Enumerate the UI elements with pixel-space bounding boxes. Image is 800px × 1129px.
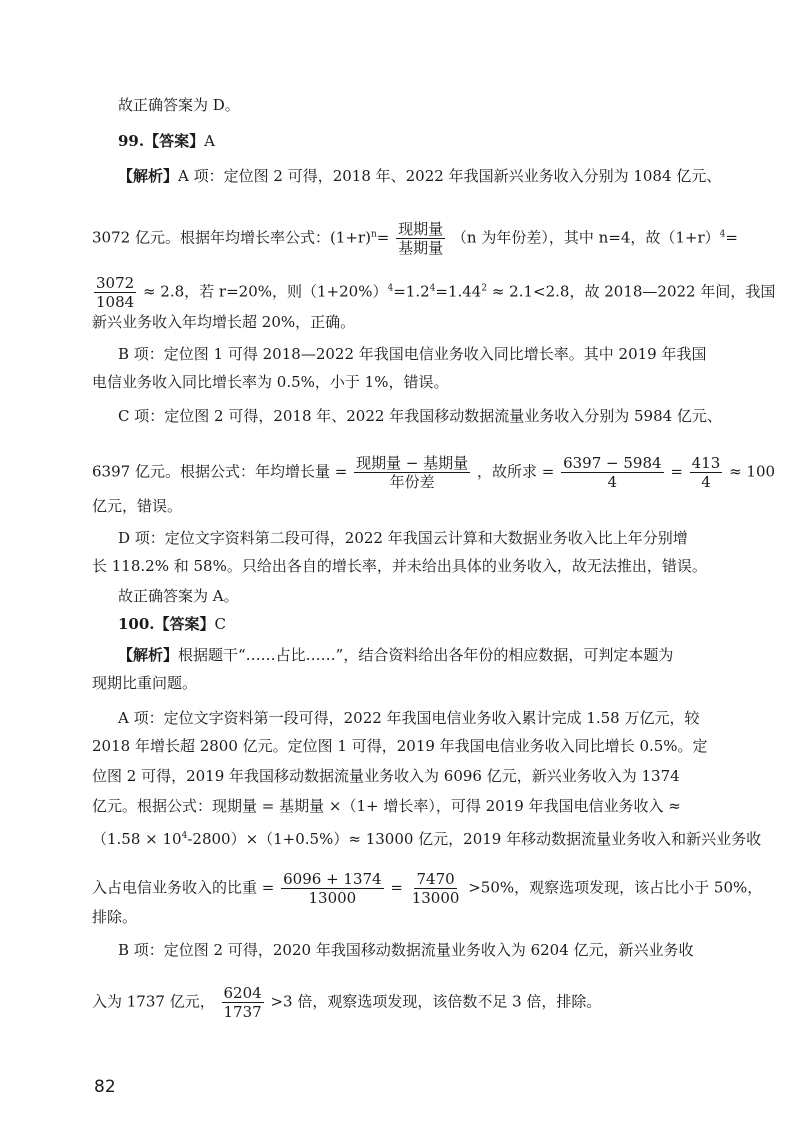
paragraph-line: 故正确答案为 A。 <box>118 587 239 605</box>
paragraph-line: 排除。 <box>92 908 138 926</box>
formula-line: 入为 1737 亿元， $\frac{6204}{1737}$ >3 倍，观察选项发现，该倍数不足 3 倍，排除。 <box>92 984 602 1021</box>
paragraph-line: 亿元。根据公式：现期量 = 基期量 ×（1+ 增长率），可得 2019 年我国电信业务收入 ≈ <box>92 797 681 815</box>
paragraph-line: C 项：定位图 2 可得，2018 年、2022 年我国移动数据流量业务收入分别为 5984 亿元、 <box>118 407 722 425</box>
fraction: $\frac{6096 + 1374}{13000}$ <box>283 870 382 907</box>
paragraph-line: A 项：定位文字资料第一段可得，2022 年我国电信业务收入累计完成 1.58 万亿元，较 <box>118 709 700 727</box>
page-number: 82 <box>94 1077 116 1097</box>
paragraph-line: 故正确答案为 D。 <box>118 96 240 114</box>
paragraph-line: 电信业务收入同比增长率为 0.5%，小于 1%，错误。 <box>92 373 449 391</box>
paragraph-line: 2018 年增长超 2800 亿元。定位图 1 可得，2019 年我国电信业务收入同比增长 0.5%。定 <box>92 737 708 755</box>
fraction: $\frac{6397 - 5984}{4}$ <box>563 454 662 491</box>
fraction: $\frac{6204}{1737}$ <box>223 984 262 1021</box>
formula-line: 6397 亿元。根据公式：年均增长量 = $\frac{\text{现期量 − 基期量}}{\text{年份差}}$ ，故所求 = $\frac{6397 - 5984}{4}$ = $\frac{413}{4}$ ≈ 100 <box>92 454 776 491</box>
paragraph-line: 【解析】A 项：定位图 2 可得，2018 年、2022 年我国新兴业务收入分别为 1084 亿元、 <box>118 167 722 185</box>
fraction: $\frac{7470}{13000}$ <box>411 870 460 907</box>
fraction: $\frac{\text{现期量}}{\text{基期量}}$ <box>398 220 444 257</box>
paragraph-line: 位图 2 可得，2019 年我国移动数据流量业务收入为 6096 亿元，新兴业务收入为 1374 <box>92 767 680 785</box>
formula-line: 3072 亿元。根据年均增长率公式：$(1+r)^n=$ $\frac{\text{现期量}}{\text{基期量}}$ （n 为年份差），其中 n=4，故$(1+r)^4=$ <box>92 220 738 257</box>
answer-heading-99: 99.【答案】A <box>118 132 215 150</box>
paragraph-line: B 项：定位图 1 可得 2018—2022 年我国电信业务收入同比增长率。其中 2019 年我国 <box>118 345 707 363</box>
fraction: $\frac{3072}{1084}$ <box>96 274 135 311</box>
paragraph-line: D 项：定位文字资料第二段可得，2022 年我国云计算和大数据业务收入比上年分别增 <box>118 529 688 547</box>
paragraph-line: 长 118.2% 和 58%。只给出各自的增长率，并未给出具体的业务收入，故无法推出，错误。 <box>92 557 707 575</box>
paragraph-line: 亿元，错误。 <box>92 497 183 515</box>
paragraph-line: $(1.58 \times 10^4-2800)\times(1+0.5\%)\approx 13000$ 亿元，2019 年移动数据流量业务收入和新兴业务收 <box>92 830 762 848</box>
paragraph-line: 新兴业务收入年均增长超 20%，正确。 <box>92 313 356 331</box>
formula-line: 入占电信业务收入的比重 = $\frac{6096 + 1374}{13000}$ = $\frac{7470}{13000}$ >50%，观察选项发现，该占比小于 50%， <box>92 870 763 907</box>
paragraph-line: B 项：定位图 2 可得，2020 年我国移动数据流量业务收入为 6204 亿元，新兴业务收 <box>118 941 694 959</box>
formula-line: $\frac{3072}{1084}$ ≈ 2.8，若 r=20%，则$(1+20\%)^4=1.2^4=1.44^2 \approx 2.1<2.8$，故 2018—2022 年间，我国 <box>96 274 776 311</box>
fraction: $\frac{\text{现期量 − 基期量}}{\text{年份差}}$ <box>356 454 469 491</box>
fraction: $\frac{413}{4}$ <box>691 454 721 491</box>
answer-heading-100: 100.【答案】C <box>118 615 227 633</box>
paragraph-line: 现期比重问题。 <box>92 674 198 692</box>
paragraph-line: 【解析】根据题干“……占比……”，结合资料给出各年份的相应数据，可判定本题为 <box>118 646 674 664</box>
